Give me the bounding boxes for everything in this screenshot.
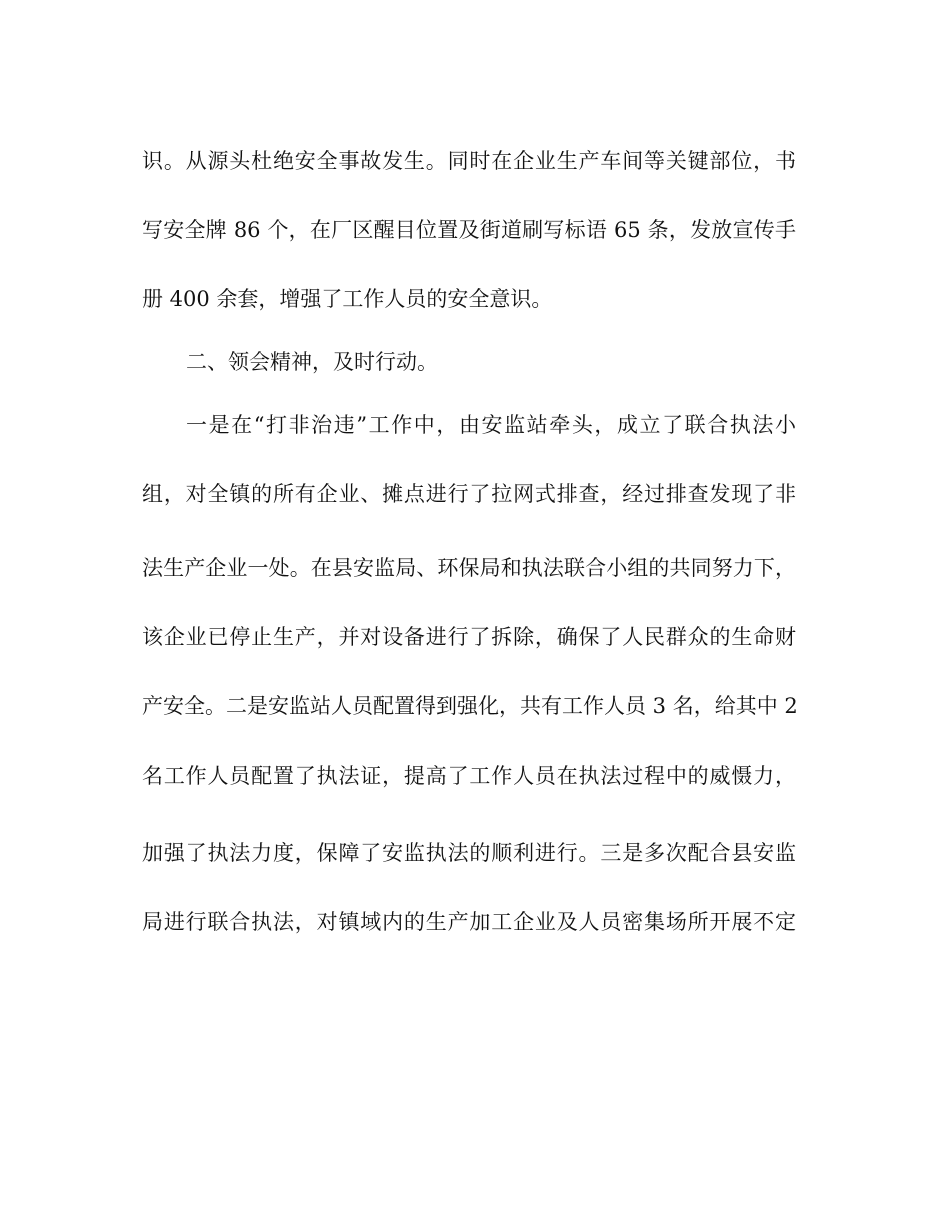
text-line: 法生产企业一处。在县安监局、环保局和执法联合小组的共同努力下， [142,556,796,580]
text-line: 加强了执法力度，保障了安监执法的顺利进行。三是多次配合县安监 [142,841,796,865]
text-line: 一是在“打非治违”工作中，由安监站牵头，成立了联合执法小 [186,413,796,437]
text-line: 产安全。二是安监站人员配置得到强化，共有工作人员 3 名，给其中 2 [142,694,798,718]
text-line: 名工作人员配置了执法证，提高了工作人员在执法过程中的威慑力， [142,764,796,788]
text-line: 写安全牌 86 个，在厂区醒目位置及街道刷写标语 65 条，发放宣传手 [142,218,796,242]
text-line: 组，对全镇的所有企业、摊点进行了拉网式排查，经过排查发现了非 [142,482,796,506]
section-heading: 二、领会精神，及时行动。 [186,350,438,374]
text-line: 识。从源头杜绝安全事故发生。同时在企业生产车间等关键部位，书 [142,149,796,173]
text-line: 册 400 余套，增强了工作人员的安全意识。 [142,287,553,311]
text-line: 该企业已停止生产，并对设备进行了拆除，确保了人民群众的生命财 [142,625,796,649]
text-line: 局进行联合执法，对镇域内的生产加工企业及人员密集场所开展不定 [142,910,796,934]
